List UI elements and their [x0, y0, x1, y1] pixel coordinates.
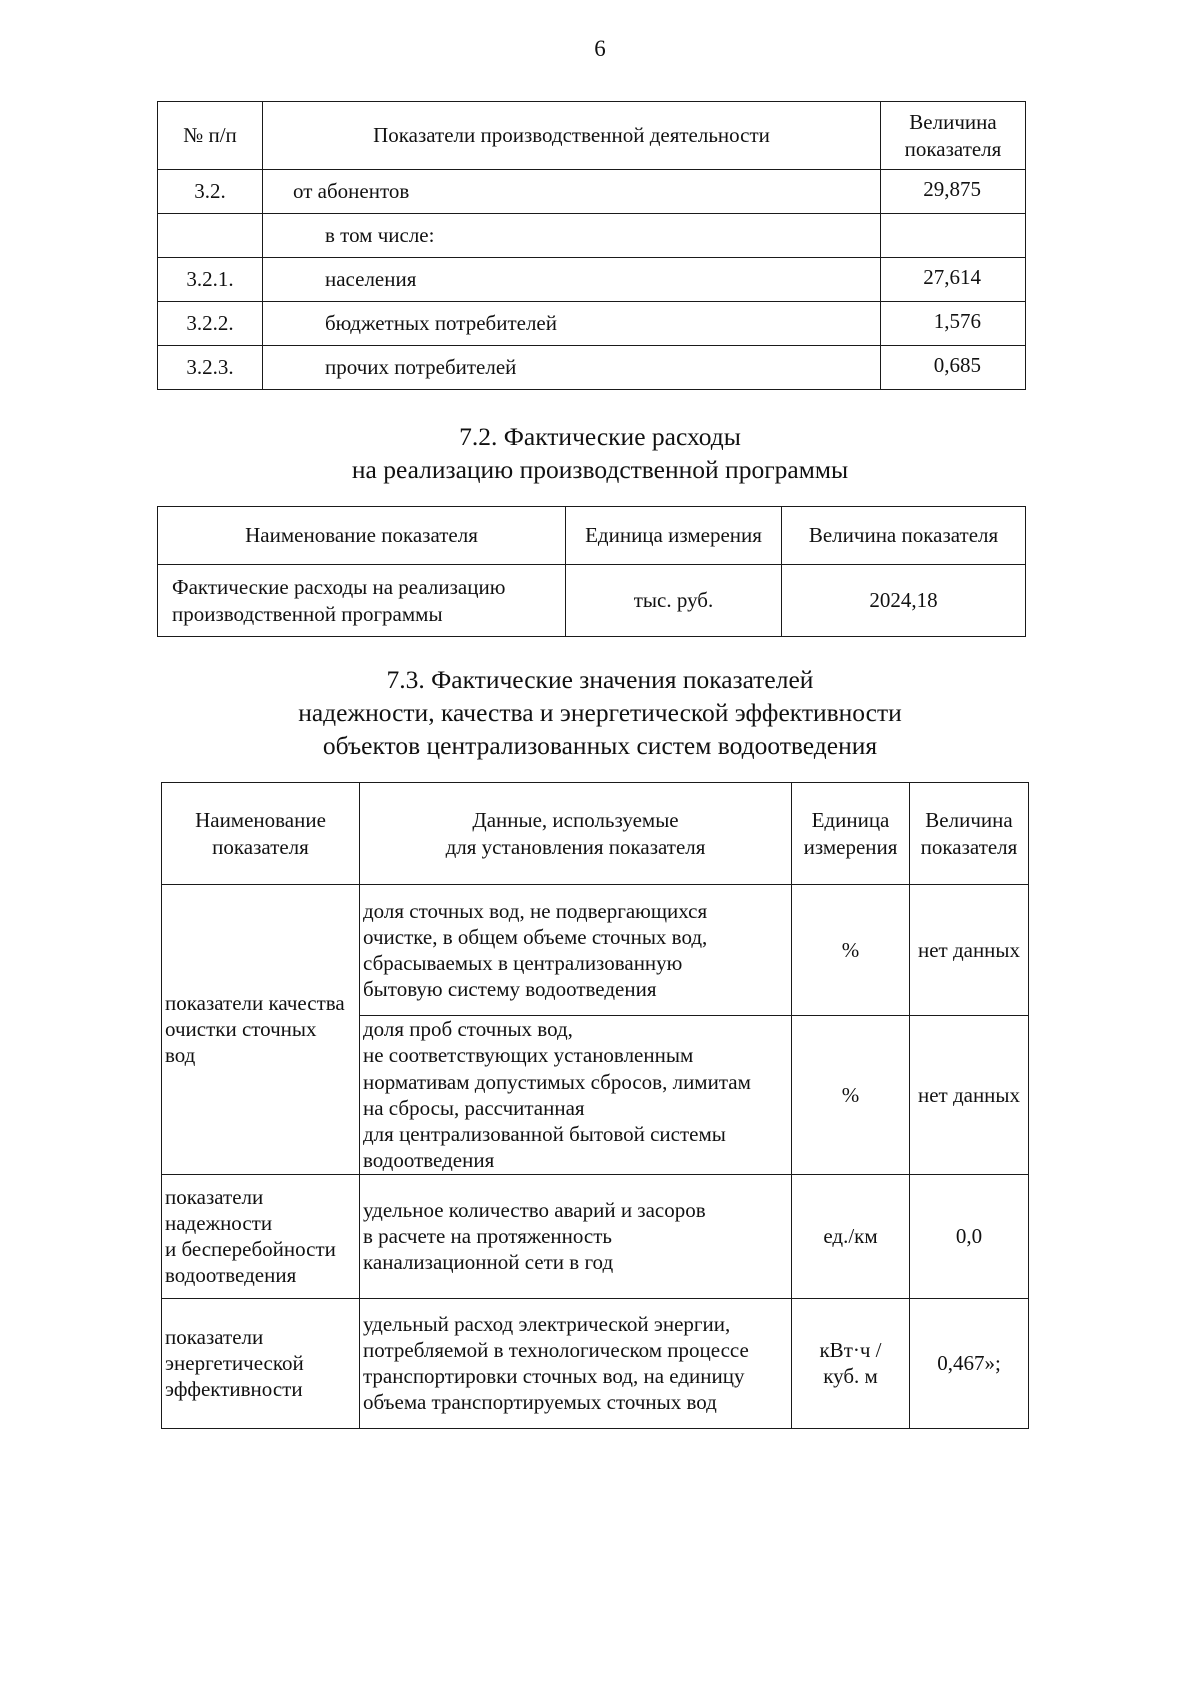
- table-row: [158, 258, 1026, 302]
- energy-unit: кВт·ч / куб. м: [792, 1298, 910, 1428]
- column-header-num: № п/п: [158, 102, 263, 170]
- column-header-value: Величина показателя: [910, 783, 1029, 885]
- reliability-unit: ед./км: [792, 1174, 910, 1298]
- table-row: [158, 346, 1026, 390]
- reliability-data: удельное количество аварий и засоров в расчете на протяженность канализационной сети в год: [360, 1174, 792, 1298]
- table-row: [158, 302, 1026, 346]
- table-header-row: [158, 507, 1026, 565]
- row-name: в том числе:: [263, 214, 881, 258]
- column-header-value: Величина показателя: [881, 102, 1026, 170]
- row-name: от абонентов: [263, 170, 881, 214]
- row-value: 27,614: [881, 258, 1026, 302]
- column-header-name: Наименование показателя: [162, 783, 360, 885]
- section-7-3-title: 7.3. Фактические значения показателей надежности, качества и энергетической эффективности объектов централизованных систем водоотведения: [298, 665, 902, 761]
- row-num: 3.2.1.: [158, 258, 263, 302]
- column-header-unit: Единица измерения: [566, 507, 782, 565]
- table-row: [162, 1298, 1029, 1428]
- row-value: [881, 214, 1026, 258]
- reliability-quality-table: [161, 782, 1029, 1429]
- row-value: 1,576: [881, 302, 1026, 346]
- table-header-row: [158, 102, 1026, 170]
- table-row: [158, 565, 1026, 637]
- row-value: 0,685: [881, 346, 1026, 390]
- energy-value: 0,467»;: [910, 1298, 1029, 1428]
- quality-value-1: нет данных: [910, 885, 1029, 1016]
- column-header-data: Данные, используемые для установления показателя: [360, 783, 792, 885]
- expense-unit: тыс. руб.: [566, 565, 782, 637]
- page-number: 6: [594, 36, 606, 61]
- production-indicators-table: [157, 101, 1026, 390]
- row-name: прочих потребителей: [263, 346, 881, 390]
- row-value: 29,875: [881, 170, 1026, 214]
- quality-value-2: нет данных: [910, 1016, 1029, 1175]
- row-name: населения: [263, 258, 881, 302]
- row-num: 3.2.2.: [158, 302, 263, 346]
- energy-indicator-name: показатели энергетической эффективности: [162, 1298, 360, 1428]
- quality-indicator-name: показатели качества очистки сточных вод: [162, 885, 360, 1175]
- column-header-unit: Единица измерения: [792, 783, 910, 885]
- expense-name: Фактические расходы на реализацию производственной программы: [158, 565, 566, 637]
- reliability-value: 0,0: [910, 1174, 1029, 1298]
- table-row: [162, 885, 1029, 1016]
- quality-data-2: доля проб сточных вод, не соответствующих установленным нормативам допустимых сбросов, лимитам на сбросы, рассчитанная для централизованной бытовой системы водоотведения: [360, 1016, 792, 1175]
- row-num: 3.2.3.: [158, 346, 263, 390]
- quality-unit-2: %: [792, 1016, 910, 1175]
- row-num: [158, 214, 263, 258]
- actual-expenses-table: [157, 506, 1026, 637]
- expense-value: 2024,18: [782, 565, 1026, 637]
- table-header-row: [162, 783, 1029, 885]
- row-num: 3.2.: [158, 170, 263, 214]
- quality-unit-1: %: [792, 885, 910, 1016]
- table-row: [158, 170, 1026, 214]
- table-row: [158, 214, 1026, 258]
- quality-data-1: доля сточных вод, не подвергающихся очистке, в общем объеме сточных вод, сбрасываемых в централизованную бытовую систему водоотведения: [360, 885, 792, 1016]
- energy-data: удельный расход электрической энергии, потребляемой в технологическом процессе транспортировки сточных вод, на единицу объема транспортируемых сточных вод: [360, 1298, 792, 1428]
- column-header-value: Величина показателя: [782, 507, 1026, 565]
- column-header-indicators: Показатели производственной деятельности: [263, 102, 881, 170]
- section-7-2-title: 7.2. Фактические расходы на реализацию производственной программы: [351, 422, 849, 485]
- table-row: [162, 1174, 1029, 1298]
- reliability-indicator-name: показатели надежности и бесперебойности водоотведения: [162, 1174, 360, 1298]
- row-name: бюджетных потребителей: [263, 302, 881, 346]
- column-header-name: Наименование показателя: [158, 507, 566, 565]
